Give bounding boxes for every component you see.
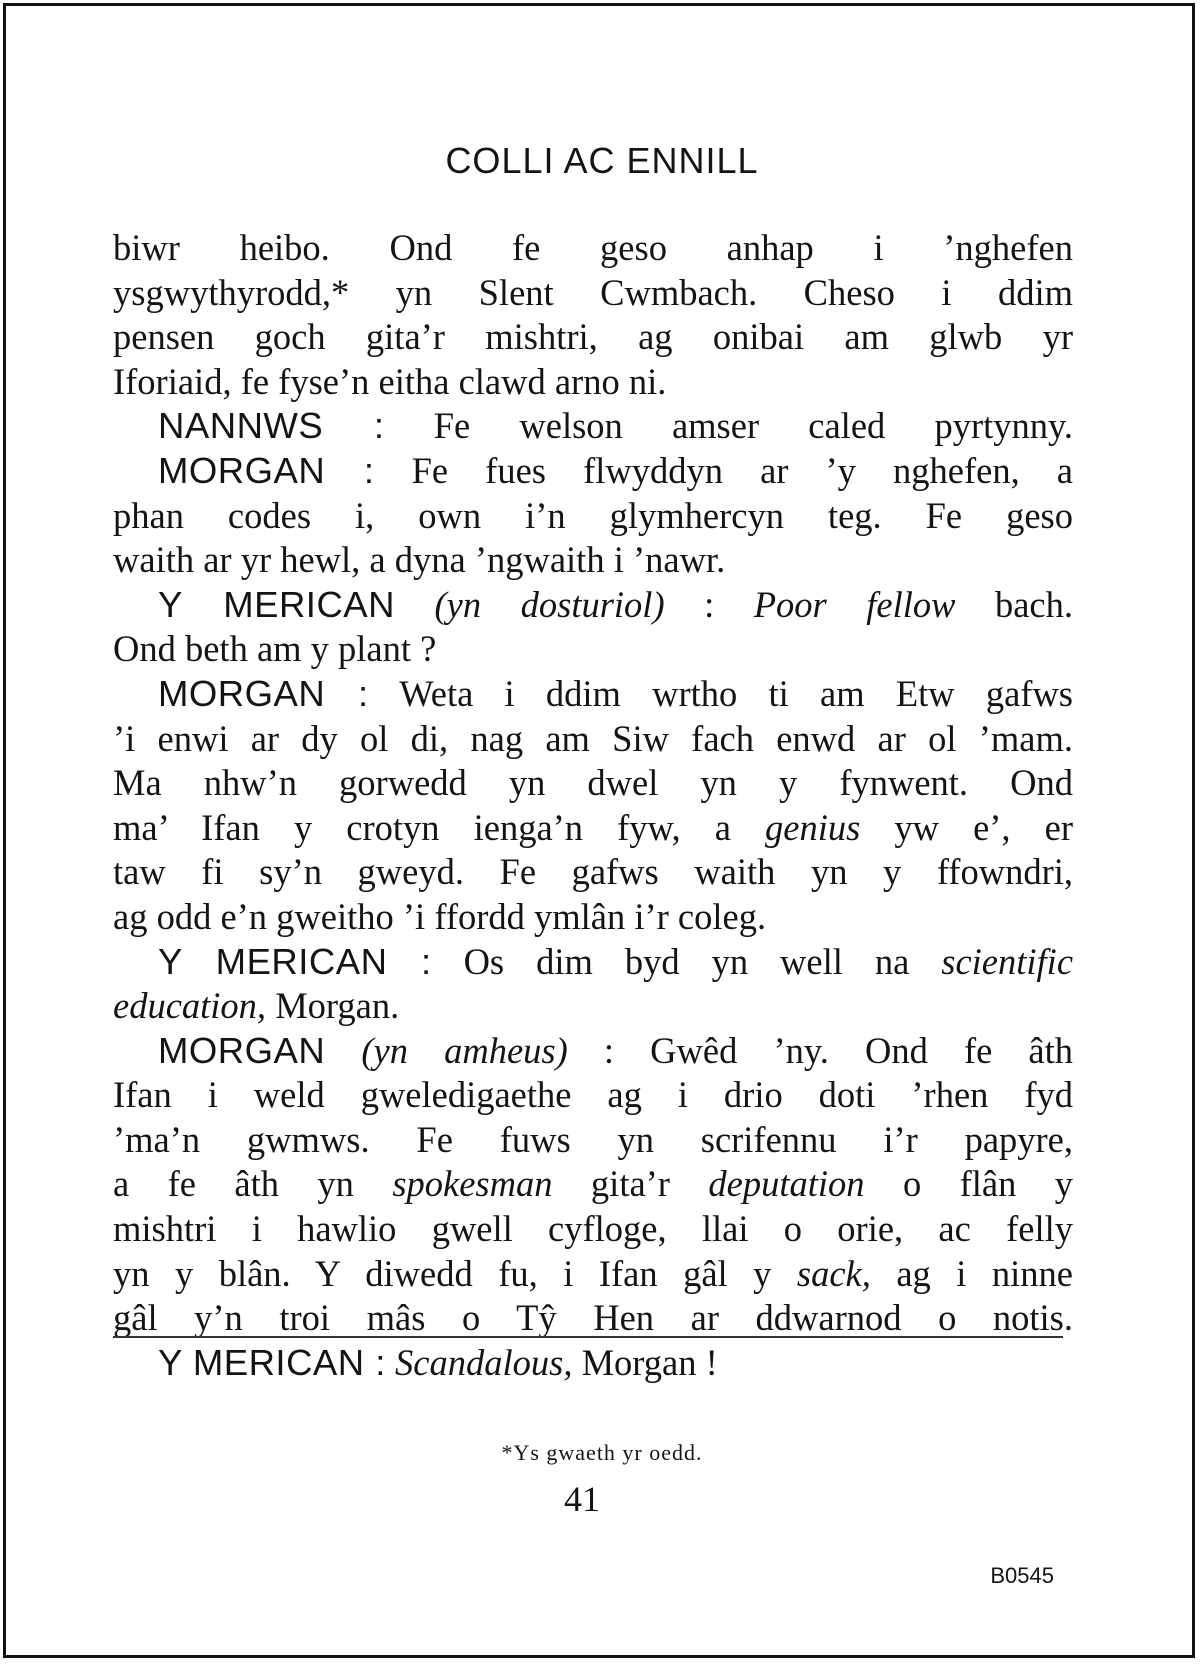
text-line — [113, 1162, 1073, 1207]
footnote: *Ys gwaeth yr oedd. — [501, 1440, 703, 1465]
footnote-divider — [113, 1336, 1063, 1338]
speech-text: Fe fues flwyddyn ar ’y nghefen, a — [411, 449, 1073, 491]
speech-text: Os dim byd yn well na — [463, 940, 910, 982]
speech-text: yw e’, er — [894, 806, 1073, 848]
running-title: COLLI AC ENNILL — [445, 140, 759, 181]
text-line: mishtri i hawlio gwell cyfloge, llai o orie, ac felly — [113, 1208, 1073, 1250]
text-line: Ifan i weld gweledigaethe ag i drio doti ’rhen fyd — [113, 1074, 1073, 1116]
speaker-name: MORGAN : — [158, 449, 375, 491]
text-line: ysgwythyrodd,* yn Slent Cwmbach. Cheso i ddim — [113, 271, 1073, 313]
text-line: waith ar yr hewl, a dyna ’ngwaith i ’nawr. — [113, 539, 726, 581]
play-text — [113, 226, 1073, 1385]
text-line — [113, 984, 1073, 1029]
text-line: ’ma’n gwmws. Fe fuws yn scrifennu i’r papyre, — [113, 1118, 1073, 1160]
italic-phrase: genius — [765, 806, 861, 848]
speech-text: o flân y — [902, 1163, 1074, 1205]
text-line: gâl y’n troi mâs o Tŷ Hen ar ddwarnod o notis. — [113, 1297, 1073, 1339]
italic-phrase: education, — [113, 985, 267, 1027]
italic-phrase: spokesman — [392, 1163, 553, 1205]
dialogue-line — [113, 583, 1073, 628]
dialogue-line — [113, 1029, 1073, 1074]
speech-text: a fe âth yn — [113, 1163, 354, 1205]
speech-text: ma’ Ifan y crotyn ienga’n fyw, a — [113, 806, 731, 848]
text-line: ’i enwi ar dy ol di, nag am Siw fach enwd ar ol ’mam. — [113, 717, 1073, 759]
italic-phrase: scientific — [941, 940, 1074, 982]
italic-phrase: sack, — [796, 1252, 871, 1294]
text-line — [113, 806, 1073, 851]
speaker-name: Y MERICAN — [158, 583, 396, 625]
speech-text: Morgan ! — [581, 1341, 718, 1383]
speaker-name: Y MERICAN : — [158, 940, 432, 982]
speech-text: Weta i ddim wrtho ti am Etw gafws — [399, 672, 1074, 714]
speaker-name: Y MERICAN : — [158, 1341, 386, 1383]
text-line: phan codes i, own i’n glymhercyn teg. Fe geso — [113, 494, 1073, 536]
speaker-name: NANNWS : — [158, 405, 385, 447]
text-line: Iforiaid, fe fyse’n eitha clawd arno ni. — [113, 360, 667, 402]
page-number: 41 — [564, 1479, 600, 1519]
stage-direction: (yn dosturiol) — [434, 583, 665, 625]
dialogue-line — [113, 1341, 1073, 1386]
dialogue-line — [113, 449, 1073, 494]
dialogue-line — [113, 672, 1073, 717]
speaker-name: MORGAN — [158, 1029, 326, 1071]
speech-text: yn y blân. Y diwedd fu, i Ifan gâl y — [113, 1252, 772, 1294]
speech-text: ag i ninne — [896, 1252, 1074, 1294]
text-line: taw fi sy’n gweyd. Fe gafws waith yn y ffowndri, — [113, 851, 1073, 893]
speech-text: gita’r — [590, 1163, 670, 1205]
dialogue-line — [113, 404, 1073, 449]
italic-phrase: Scandalous, — [395, 1341, 573, 1383]
catalogue-id: B0545 — [990, 1563, 1054, 1588]
text-line: biwr heibo. Ond fe geso anhap i ’nghefen — [113, 227, 1073, 268]
speaker-name: MORGAN : — [158, 672, 369, 714]
text-line: Ond beth am y plant ? — [113, 628, 437, 670]
speech-text: Fe welson amser caled pyrtynny. — [433, 405, 1073, 447]
speaker-colon: : — [664, 583, 715, 625]
speaker-colon: : — [567, 1029, 615, 1071]
italic-phrase: Poor fellow — [753, 583, 956, 625]
speech-text: Gwêd ’ny. Ond fe âth — [650, 1029, 1074, 1071]
text-line: Ma nhw’n gorwedd yn dwel yn y fynwent. Ond — [113, 762, 1073, 804]
stage-direction: (yn amheus) — [361, 1029, 568, 1071]
text-line — [113, 1252, 1073, 1297]
speech-text: Morgan. — [275, 985, 400, 1027]
italic-phrase: deputation — [708, 1163, 865, 1205]
text-line: ag odd e’n gweitho ’i ffordd ymlân i’r coleg. — [113, 895, 767, 937]
speech-text: bach. — [994, 583, 1073, 625]
text-line: pensen goch gita’r mishtri, ag onibai am glwb yr — [113, 316, 1073, 358]
dialogue-line — [113, 940, 1073, 985]
